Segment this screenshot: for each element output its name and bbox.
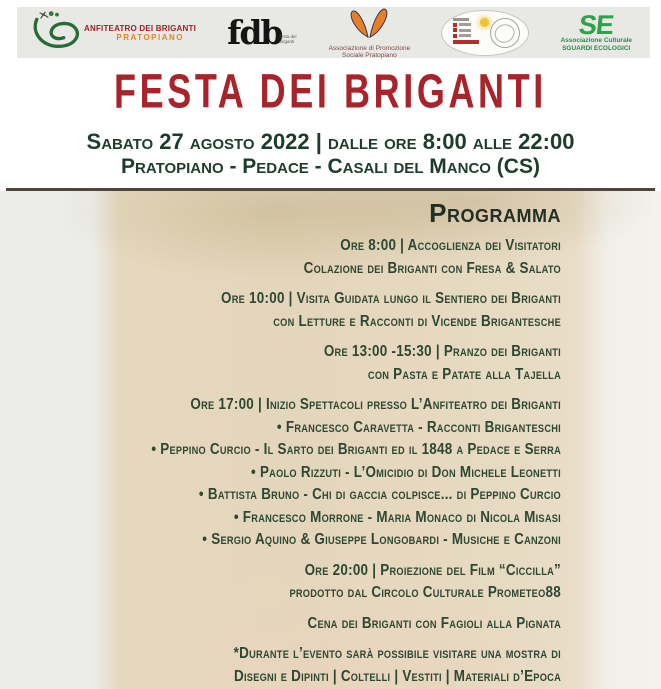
fdb-logo [227, 12, 297, 52]
program-footnote [0, 643, 561, 688]
aps-caption-line2: Sociale Pratopiano [342, 52, 397, 59]
aps-caption-line1: Associazione di Promozione [328, 44, 411, 52]
program-group-1700 [0, 394, 561, 552]
sun-icon [480, 18, 489, 27]
program-group-2000 [0, 560, 561, 605]
program-line: Cena dei Briganti con Fagioli alla Pignata [307, 614, 561, 632]
butterfly-icon [347, 6, 391, 45]
fdb-caption: festa dei briganti [279, 33, 297, 44]
anfiteatro-logo [31, 9, 196, 56]
program-line: • Sergio Aquino & Giuseppe Longobardi - Musiche e Canzoni [202, 531, 561, 548]
fdb-monogram: fdb [227, 12, 282, 52]
program-group-1300 [0, 341, 561, 386]
program-line: Ore 8:00 | Accoglienza dei Visitatori [340, 237, 561, 254]
program-group-cena [0, 613, 561, 636]
program-line: Disegni e Dipinti | Coltelli | Vestiti | Materiali d’Epoca [234, 667, 561, 685]
program-group-1000 [0, 288, 561, 333]
program-line: • Francesco Caravetta - Racconti Briganteschi [276, 418, 561, 436]
sketch-circle-icon [490, 18, 520, 48]
event-date: Sabato 27 agosto 2022 | dalle ore 8:00 alle 22:00 [86, 129, 575, 154]
program-heading: Programma [429, 198, 561, 228]
program-line: Ore 13:00 -15:30 | Pranzo dei Briganti [323, 343, 561, 360]
program-line: Ore 10:00 | Visita Guidata lungo il Sentiero dei Briganti [221, 290, 561, 307]
program-line: • Battista Bruno - Chi di gaccia colpisce... di Peppino Curcio [198, 486, 561, 503]
page-title: FESTA DEI BRIGANTI [114, 65, 547, 119]
logo-bar [17, 7, 650, 58]
se-monogram-icon: SE [577, 10, 615, 40]
sguardi-caption-line2: SGUARDI ECOLOGICI [562, 44, 631, 52]
program-line: • Francesco Morrone - Maria Monaco di Nicola Misasi [233, 508, 561, 526]
program-line: Ore 17:00 | Inizio Spettacoli presso L’Anfiteatro dei Briganti [190, 396, 561, 413]
sguardi-caption-line1: Associazione Culturale [560, 37, 632, 44]
program-line: • Peppino Curcio - Il Sarto dei Briganti ed il 1848 a Pedace e Serra [151, 441, 561, 458]
title-block [0, 65, 661, 178]
anfiteatro-swirl-icon [31, 9, 81, 56]
program-line: con Letture e Racconti di Vicende Brigantesche [273, 312, 561, 330]
program-line: *Durante l’evento sarà possibile visitare una mostra di [233, 645, 561, 662]
event-poster [0, 7, 661, 685]
program-line: • Paolo Rizzuti - L’Omicidio di Don Michele Leonetti [251, 463, 562, 481]
striped-tower-icon [453, 18, 477, 44]
anfiteatro-title: ANFITEATRO DEI BRIGANTI [84, 23, 197, 33]
program-group-0800 [0, 235, 561, 280]
program-line: prodotto dal Circolo Culturale Prometeo88 [289, 584, 561, 601]
program-line: Colazione dei Briganti con Fresa & Salato [303, 259, 561, 277]
sguardi-ecologici-logo [560, 10, 632, 52]
program-line: con Pasta e Patate alla Tajella [367, 365, 561, 383]
aps-pratopiano-logo [329, 6, 411, 60]
program-line: Ore 20:00 | Proiezione del Film “Ciccilla” [304, 561, 561, 579]
program-section [0, 191, 661, 689]
event-location: Pratopiano - Pedace - Casali del Manco (CS) [121, 155, 540, 178]
anfiteatro-subtitle: PRATOPIANO [116, 32, 185, 42]
oval-sketch-logo [441, 10, 529, 56]
